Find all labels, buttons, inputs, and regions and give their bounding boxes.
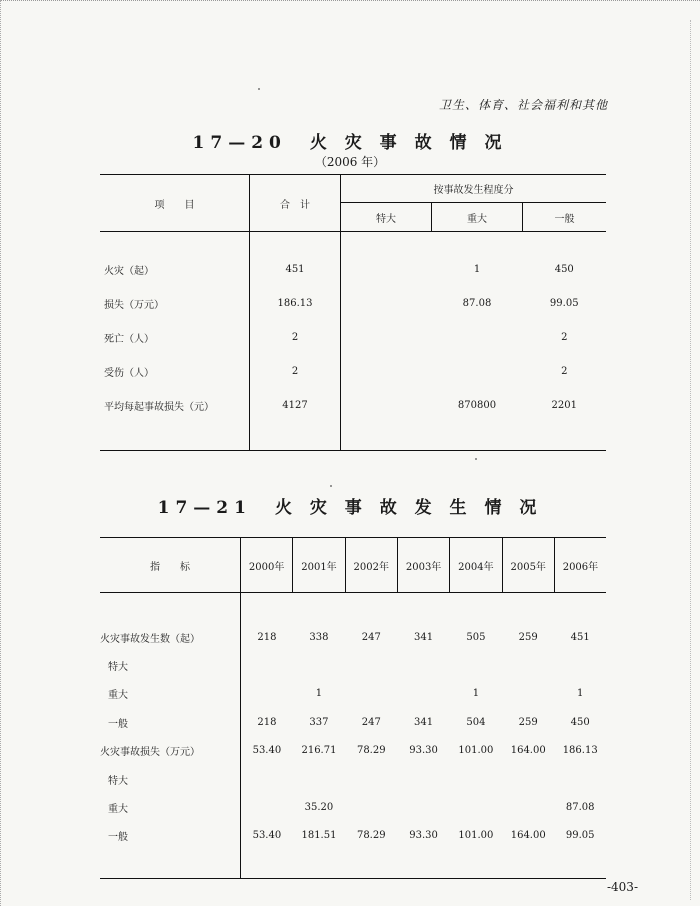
table-row <box>100 765 606 793</box>
cell-zhongda: 870800 <box>457 399 497 411</box>
table-cell <box>397 651 449 679</box>
col-header-year: 2001年 <box>293 538 345 593</box>
table-cell <box>502 765 554 793</box>
table-cell: 53.40 <box>252 745 282 757</box>
table-cell <box>554 651 606 679</box>
fire-accidents-2006-table <box>100 174 606 451</box>
table-cell: 101.00 <box>458 745 494 757</box>
table-cell <box>293 765 345 793</box>
table-cell <box>345 765 397 793</box>
table-row <box>100 793 606 821</box>
table-cell: 450 <box>570 716 590 728</box>
scan-speck <box>475 458 477 460</box>
table-cell <box>241 680 293 708</box>
row-label: 平均每起事故损失（元） <box>100 388 250 422</box>
col-header-year: 2005年 <box>502 538 554 593</box>
col-header-year: 2004年 <box>450 538 502 593</box>
row-label: 一般 <box>100 822 241 850</box>
row-label: 火灾（起） <box>100 252 250 286</box>
col-header-year: 2003年 <box>397 538 449 593</box>
table-cell <box>397 765 449 793</box>
col-header-total: 合 计 <box>250 175 341 232</box>
table-cell <box>502 793 554 821</box>
cell-teda <box>341 320 432 354</box>
table-cell: 341 <box>414 631 434 643</box>
table-cell: 164.00 <box>510 745 546 757</box>
running-header: 卫生、体育、社会福利和其他 <box>438 98 608 112</box>
col-header-yiban: 一般 <box>523 203 607 232</box>
scan-speck <box>258 88 260 90</box>
table-cell: 186.13 <box>562 745 598 757</box>
table-cell: 35.20 <box>304 802 334 814</box>
table-cell: 451 <box>570 631 590 643</box>
table-row <box>100 680 606 708</box>
cell-total: 2 <box>250 354 341 388</box>
table-cell: 216.71 <box>301 745 337 757</box>
table-cell <box>241 765 293 793</box>
table-row <box>100 354 606 388</box>
table-cell: 1 <box>577 688 584 700</box>
col-header-teda: 特大 <box>341 203 432 232</box>
page-number: -403- <box>606 880 638 894</box>
table-cell: 87.08 <box>565 802 595 814</box>
table-row <box>100 623 606 651</box>
table-cell: 181.51 <box>301 830 337 842</box>
cell-teda <box>341 354 432 388</box>
table-cell: 504 <box>466 716 486 728</box>
table-row <box>100 651 606 679</box>
col-header-item: 项 目 <box>100 175 250 232</box>
table-row <box>100 822 606 850</box>
table-cell: 337 <box>309 716 329 728</box>
table-cell: 1 <box>315 688 323 700</box>
table-cell <box>502 680 554 708</box>
table-cell: 259 <box>518 716 538 728</box>
table-row <box>100 252 606 286</box>
table-cell: 218 <box>257 716 277 728</box>
table-cell <box>450 793 502 821</box>
cell-teda <box>341 286 432 320</box>
table-cell: 341 <box>414 716 434 728</box>
cell-teda <box>341 252 432 286</box>
cell-yiban: 2201 <box>551 399 577 411</box>
table-cell: 53.40 <box>252 830 282 842</box>
cell-zhongda <box>432 320 523 354</box>
cell-total: 451 <box>250 252 341 286</box>
table-cell: 93.30 <box>409 830 438 842</box>
col-header-group: 按事故发生程度分 <box>341 175 607 203</box>
table-cell: 93.30 <box>409 745 438 757</box>
table-row <box>100 388 606 422</box>
cell-yiban: 2 <box>561 331 568 343</box>
cell-teda <box>341 388 432 422</box>
table-cell <box>293 651 345 679</box>
col-header-year: 2006年 <box>554 538 606 593</box>
table-cell <box>345 680 397 708</box>
table1-subtitle: （2006 年） <box>314 155 386 169</box>
table-cell: 247 <box>361 631 381 643</box>
table-cell: 1 <box>472 688 480 700</box>
scan-speck <box>330 485 332 487</box>
table-cell: 101.00 <box>458 830 494 842</box>
table2-title: 17—21 火 灾 事 故 发 生 情 况 <box>157 498 543 518</box>
cell-total: 4127 <box>250 388 341 422</box>
table-cell <box>554 765 606 793</box>
cell-yiban: 450 <box>554 263 574 275</box>
table1-title: 17—20 火 灾 事 故 情 况 <box>192 133 508 153</box>
table-cell: 505 <box>466 631 486 643</box>
cell-zhongda <box>432 354 523 388</box>
row-label: 受伤（人） <box>100 354 250 388</box>
table-cell <box>450 765 502 793</box>
table-row <box>100 708 606 736</box>
table-cell: 259 <box>518 631 538 643</box>
table-cell <box>241 651 293 679</box>
table-cell: 99.05 <box>565 830 595 842</box>
cell-yiban: 99.05 <box>549 297 579 309</box>
table-cell <box>502 651 554 679</box>
table-row <box>100 286 606 320</box>
row-label: 一般 <box>100 708 241 736</box>
row-label: 重大 <box>100 793 241 821</box>
col-header-indicator: 指 标 <box>100 538 241 593</box>
table-cell <box>241 793 293 821</box>
table-cell <box>345 793 397 821</box>
table-cell: 218 <box>257 631 277 643</box>
row-label: 火灾事故损失（万元） <box>100 737 241 765</box>
table-cell <box>345 651 397 679</box>
page-edge-top <box>0 0 700 2</box>
table-cell <box>397 793 449 821</box>
cell-total: 186.13 <box>250 286 341 320</box>
col-header-zhongda: 重大 <box>432 203 523 232</box>
row-label: 火灾事故发生数（起） <box>100 623 241 651</box>
row-label: 重大 <box>100 680 241 708</box>
table-cell: 78.29 <box>356 745 386 757</box>
row-label: 死亡（人） <box>100 320 250 354</box>
row-label: 特大 <box>100 765 241 793</box>
cell-yiban: 2 <box>561 365 568 377</box>
col-header-year: 2000年 <box>241 538 293 593</box>
table-cell: 247 <box>361 716 381 728</box>
table-cell <box>450 651 502 679</box>
cell-total: 2 <box>250 320 341 354</box>
fire-accidents-trend-table <box>100 537 606 879</box>
table-row <box>100 737 606 765</box>
cell-zhongda: 1 <box>473 263 481 275</box>
cell-zhongda: 87.08 <box>462 297 492 309</box>
table-cell: 164.00 <box>510 830 546 842</box>
col-header-year: 2002年 <box>345 538 397 593</box>
table-row <box>100 320 606 354</box>
table-cell: 338 <box>309 631 329 643</box>
row-label: 损失（万元） <box>100 286 250 320</box>
table-cell: 78.29 <box>356 830 386 842</box>
row-label: 特大 <box>100 651 241 679</box>
table-cell <box>397 680 449 708</box>
